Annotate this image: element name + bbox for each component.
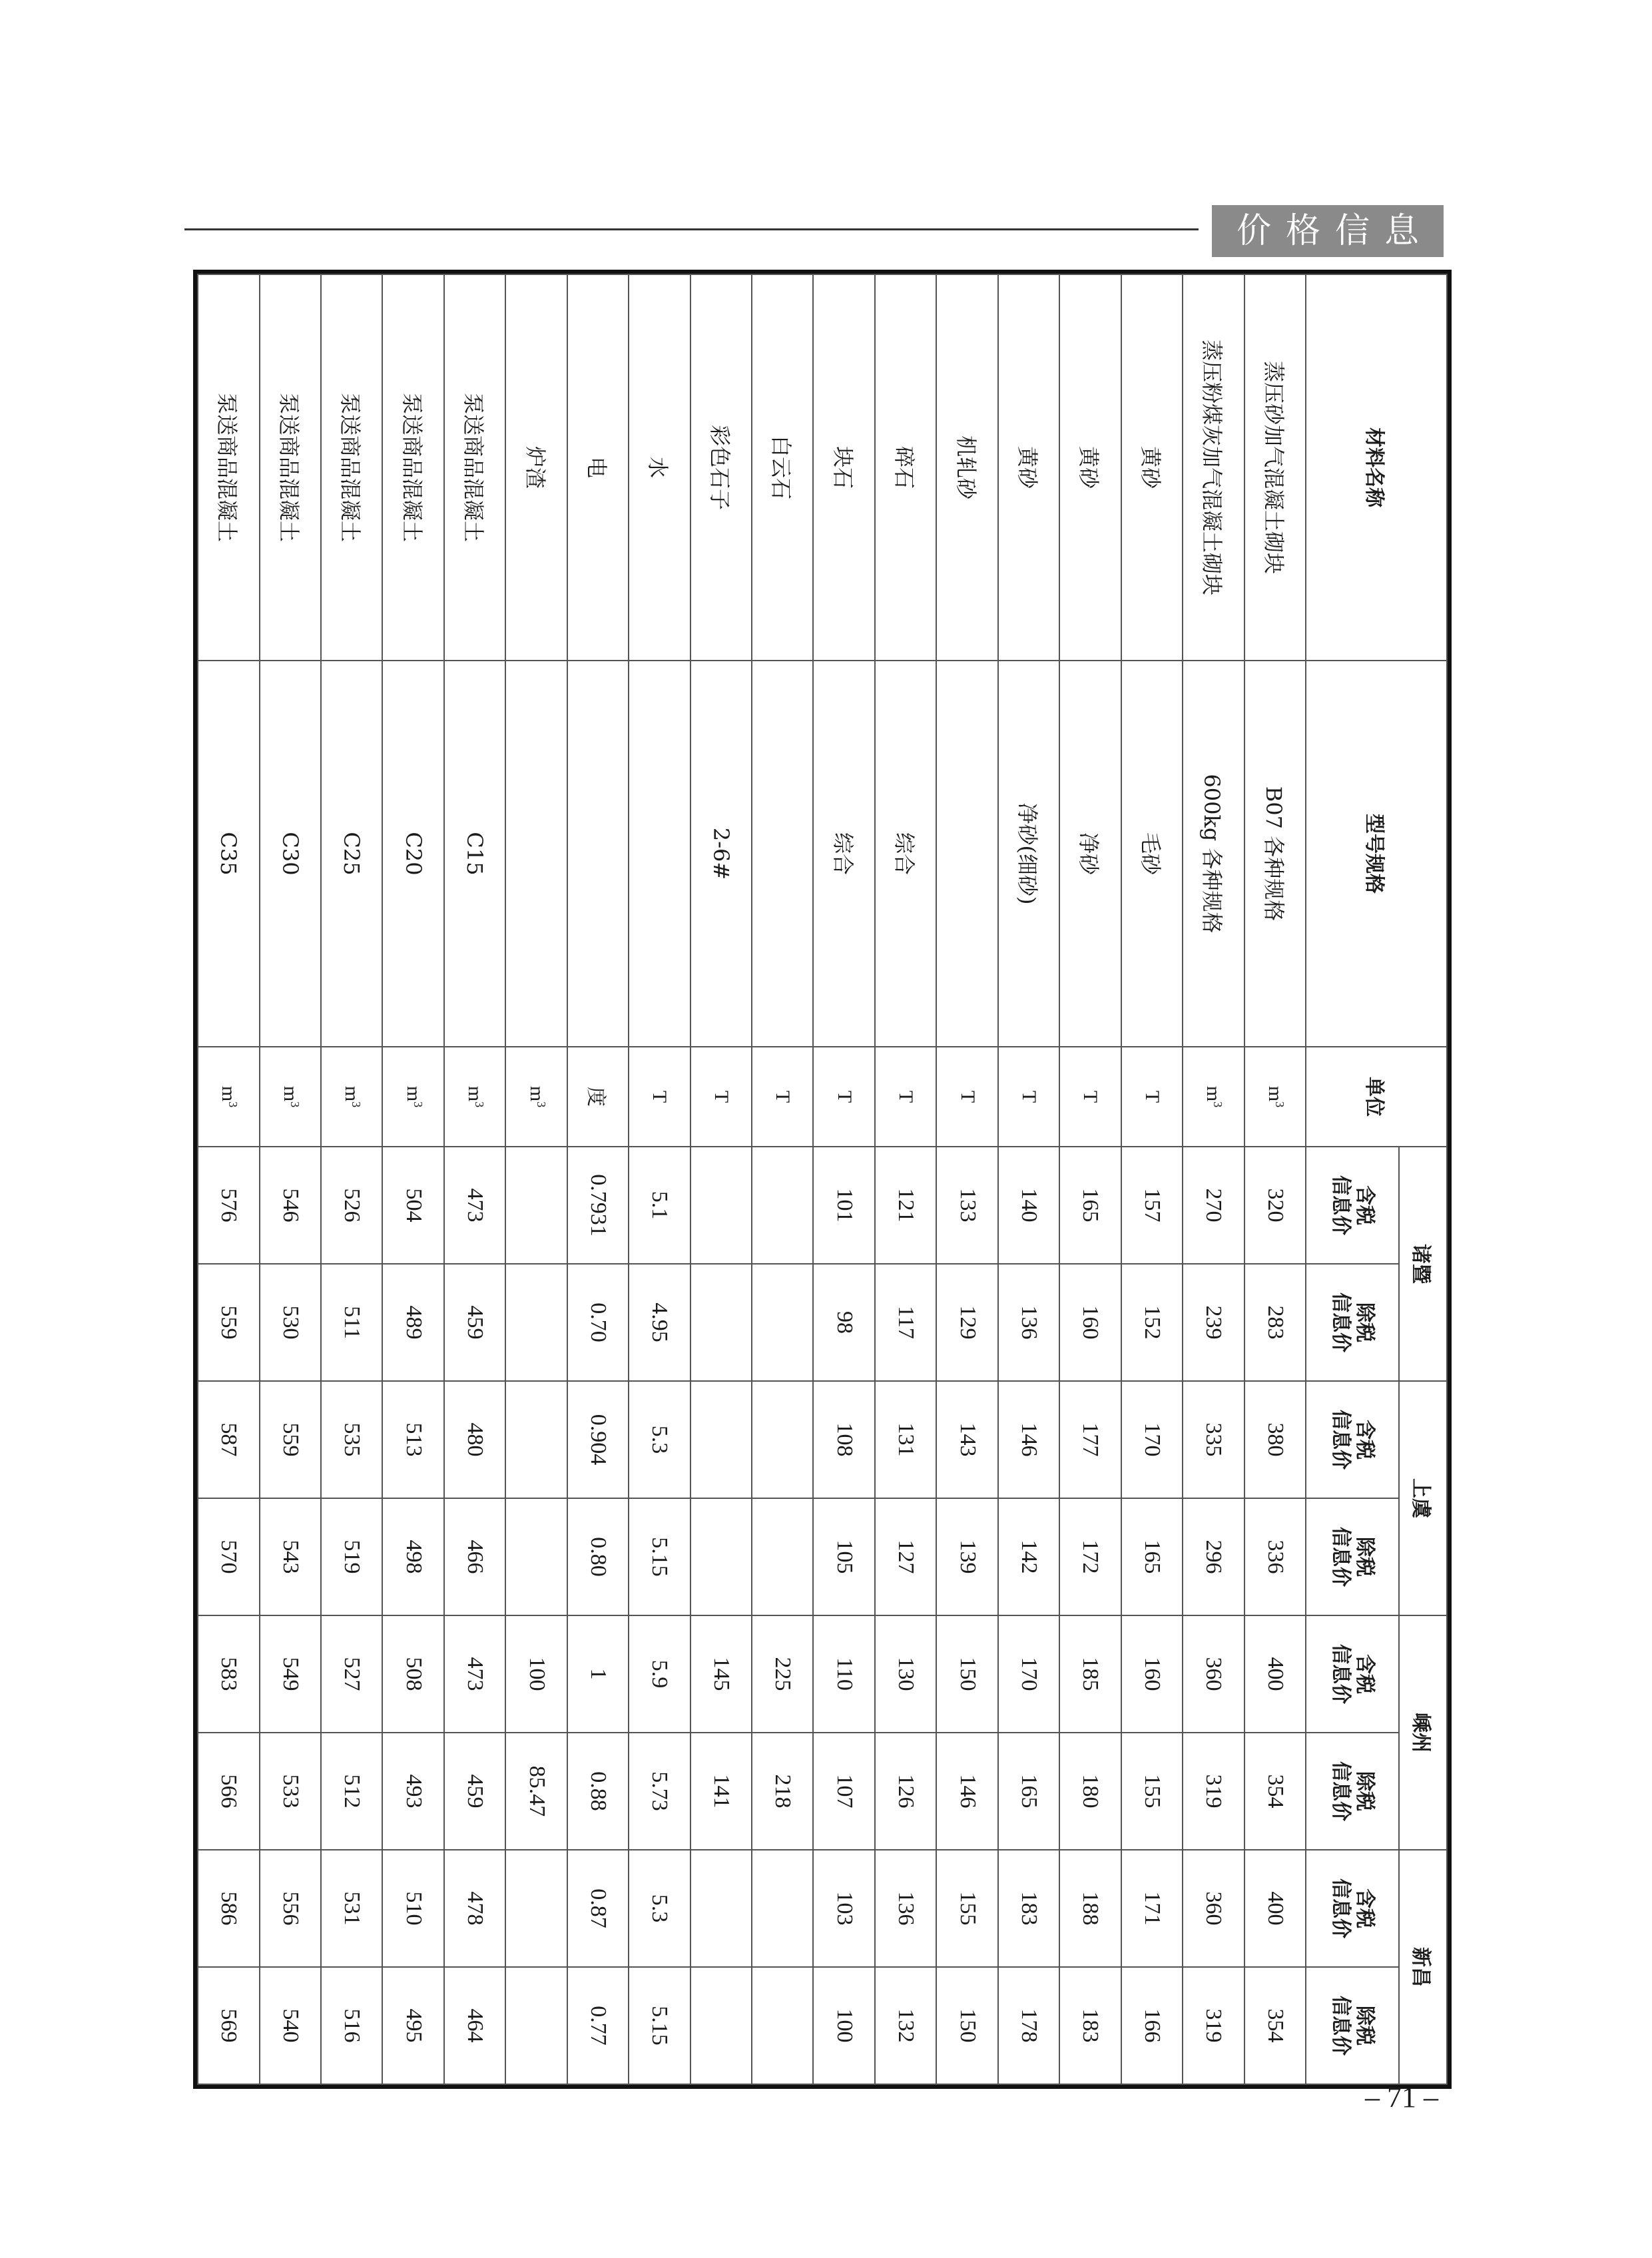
table-row — [629, 274, 690, 2084]
material-name: 机轧砂 — [936, 274, 997, 661]
unit — [1183, 1047, 1244, 1147]
price-incl-tax: 121 — [875, 1147, 936, 1264]
price-excl-tax: 127 — [875, 1498, 936, 1615]
price-incl-tax: 559 — [260, 1381, 321, 1498]
price-incl-tax: 586 — [198, 1850, 260, 1967]
price-excl-tax: 5.15 — [629, 1498, 690, 1615]
price-excl-tax: 218 — [752, 1733, 813, 1850]
material-name: 电 — [567, 274, 629, 661]
price-table-rotated — [197, 274, 1448, 2085]
price-incl-tax: 400 — [1244, 1850, 1306, 1967]
unit — [1244, 1047, 1306, 1147]
price-excl-tax: 519 — [321, 1498, 382, 1615]
spec: 综合 — [814, 661, 875, 1047]
price-incl-tax: 335 — [1183, 1381, 1244, 1498]
spec — [629, 661, 690, 1047]
table-row — [1244, 274, 1306, 2084]
table-row — [690, 274, 752, 2084]
table-row — [382, 274, 443, 2084]
col-header-incl-tax: 含税 信息价 — [1306, 1850, 1399, 1967]
material-name: 炉渣 — [505, 274, 567, 661]
price-excl-tax: 155 — [1121, 1733, 1183, 1850]
spec — [936, 661, 997, 1047]
price-excl-tax: 150 — [936, 1967, 997, 2084]
price-excl-tax: 459 — [444, 1264, 505, 1381]
spec: 综合 — [875, 661, 936, 1047]
price-table-frame — [193, 270, 1452, 2089]
price-excl-tax: 533 — [260, 1733, 321, 1850]
price-incl-tax: 526 — [321, 1147, 382, 1264]
price-excl-tax: 152 — [1121, 1264, 1183, 1381]
material-name: 黄砂 — [1059, 274, 1121, 661]
material-name: 泵送商品混凝土 — [321, 274, 382, 661]
price-excl-tax: 100 — [814, 1967, 875, 2084]
unit — [260, 1047, 321, 1147]
price-excl-tax: 105 — [814, 1498, 875, 1615]
price-excl-tax: 354 — [1244, 1733, 1306, 1850]
price-excl-tax — [690, 1498, 752, 1615]
price-excl-tax: 141 — [690, 1733, 752, 1850]
table-row — [936, 274, 997, 2084]
material-name: 蒸压粉煤灰加气混凝土砌块 — [1183, 274, 1244, 661]
price-incl-tax: 360 — [1183, 1850, 1244, 1967]
material-name: 水 — [629, 274, 690, 661]
price-incl-tax: 400 — [1244, 1615, 1306, 1733]
price-excl-tax: 0.77 — [567, 1967, 629, 2084]
price-excl-tax: 183 — [1059, 1967, 1121, 2084]
table-row — [1121, 274, 1183, 2084]
col-header-excl-tax: 除税 信息价 — [1306, 1264, 1399, 1381]
unit — [321, 1047, 382, 1147]
price-excl-tax: 166 — [1121, 1967, 1183, 2084]
table-row — [260, 274, 321, 2084]
price-excl-tax: 165 — [998, 1733, 1059, 1850]
material-name: 黄砂 — [1121, 274, 1183, 661]
material-name: 块石 — [814, 274, 875, 661]
price-excl-tax: 489 — [382, 1264, 443, 1381]
price-excl-tax: 464 — [444, 1967, 505, 2084]
price-incl-tax: 5.3 — [629, 1381, 690, 1498]
material-name: 白云石 — [752, 274, 813, 661]
price-incl-tax: 478 — [444, 1850, 505, 1967]
price-incl-tax: 535 — [321, 1381, 382, 1498]
price-incl-tax: 157 — [1121, 1147, 1183, 1264]
unit — [814, 1047, 875, 1147]
spec: 净砂 — [1059, 661, 1121, 1047]
price-excl-tax: 98 — [814, 1264, 875, 1381]
price-incl-tax — [505, 1381, 567, 1498]
price-incl-tax: 160 — [1121, 1615, 1183, 1733]
price-incl-tax: 183 — [998, 1850, 1059, 1967]
price-incl-tax: 130 — [875, 1615, 936, 1733]
table-row — [198, 274, 260, 2084]
price-excl-tax: 0.70 — [567, 1264, 629, 1381]
spec: B07 各种规格 — [1244, 661, 1306, 1047]
price-incl-tax: 583 — [198, 1615, 260, 1733]
unit-superscript: 3 — [411, 1101, 425, 1108]
material-name: 泵送商品混凝土 — [382, 274, 443, 661]
price-excl-tax: 511 — [321, 1264, 382, 1381]
price-incl-tax: 480 — [444, 1381, 505, 1498]
unit — [998, 1047, 1059, 1147]
price-excl-tax — [690, 1264, 752, 1381]
unit-superscript: 3 — [226, 1101, 240, 1108]
unit — [444, 1047, 505, 1147]
unit-text: T — [710, 1090, 732, 1103]
price-incl-tax: 504 — [382, 1147, 443, 1264]
unit-superscript: 3 — [1272, 1101, 1286, 1108]
spec: C35 — [198, 661, 260, 1047]
col-header-unit: 单位 — [1306, 1047, 1447, 1147]
price-incl-tax: 101 — [814, 1147, 875, 1264]
price-excl-tax: 165 — [1121, 1498, 1183, 1615]
material-name: 碎石 — [875, 274, 936, 661]
unit-text: m — [525, 1085, 548, 1102]
price-incl-tax: 146 — [998, 1381, 1059, 1498]
price-excl-tax: 0.88 — [567, 1733, 629, 1850]
table-row — [1183, 274, 1244, 2084]
col-header-spec: 型号规格 — [1306, 661, 1447, 1047]
price-excl-tax: 5.73 — [629, 1733, 690, 1850]
price-incl-tax: 140 — [998, 1147, 1059, 1264]
price-incl-tax: 549 — [260, 1615, 321, 1733]
price-excl-tax: 566 — [198, 1733, 260, 1850]
price-excl-tax — [752, 1264, 813, 1381]
price-excl-tax: 146 — [936, 1733, 997, 1850]
unit — [505, 1047, 567, 1147]
price-excl-tax: 117 — [875, 1264, 936, 1381]
price-incl-tax: 0.904 — [567, 1381, 629, 1498]
price-excl-tax: 239 — [1183, 1264, 1244, 1381]
unit — [629, 1047, 690, 1147]
table-row — [444, 274, 505, 2084]
price-incl-tax: 546 — [260, 1147, 321, 1264]
price-incl-tax: 185 — [1059, 1615, 1121, 1733]
price-excl-tax: 5.15 — [629, 1967, 690, 2084]
price-excl-tax: 296 — [1183, 1498, 1244, 1615]
unit-text: m — [1264, 1085, 1286, 1102]
price-excl-tax — [505, 1967, 567, 2084]
price-excl-tax: 319 — [1183, 1733, 1244, 1850]
price-incl-tax: 133 — [936, 1147, 997, 1264]
price-incl-tax: 576 — [198, 1147, 260, 1264]
col-header-excl-tax: 除税 信息价 — [1306, 1498, 1399, 1615]
price-excl-tax: 85.47 — [505, 1733, 567, 1850]
unit-text: m — [402, 1085, 425, 1102]
material-name: 泵送商品混凝土 — [260, 274, 321, 661]
price-excl-tax: 498 — [382, 1498, 443, 1615]
price-excl-tax — [690, 1967, 752, 2084]
price-incl-tax: 155 — [936, 1850, 997, 1967]
section-title: 价格信息 — [1212, 205, 1444, 257]
price-excl-tax: 126 — [875, 1733, 936, 1850]
unit-text: m — [464, 1085, 487, 1102]
unit-text: T — [1018, 1090, 1041, 1103]
material-name: 黄砂 — [998, 274, 1059, 661]
price-incl-tax: 136 — [875, 1850, 936, 1967]
unit-text: m — [279, 1085, 302, 1102]
price-excl-tax: 530 — [260, 1264, 321, 1381]
price-excl-tax — [505, 1498, 567, 1615]
price-excl-tax: 142 — [998, 1498, 1059, 1615]
price-excl-tax — [752, 1967, 813, 2084]
price-incl-tax: 188 — [1059, 1850, 1121, 1967]
price-incl-tax — [505, 1850, 567, 1967]
price-excl-tax: 132 — [875, 1967, 936, 2084]
table-row — [814, 274, 875, 2084]
price-excl-tax: 160 — [1059, 1264, 1121, 1381]
table-row — [567, 274, 629, 2084]
unit — [1121, 1047, 1183, 1147]
unit-text: m — [1203, 1085, 1225, 1102]
unit-text: T — [956, 1090, 979, 1103]
spec: 毛砂 — [1121, 661, 1183, 1047]
price-incl-tax: 527 — [321, 1615, 382, 1733]
price-incl-tax: 143 — [936, 1381, 997, 1498]
spec — [752, 661, 813, 1047]
price-incl-tax: 556 — [260, 1850, 321, 1967]
price-incl-tax — [752, 1147, 813, 1264]
price-incl-tax: 360 — [1183, 1615, 1244, 1733]
unit-text: T — [1079, 1090, 1102, 1103]
price-incl-tax: 0.87 — [567, 1850, 629, 1967]
col-header-region: 上虞 — [1399, 1381, 1447, 1615]
unit-superscript: 3 — [350, 1101, 364, 1108]
unit-superscript: 3 — [1211, 1101, 1225, 1108]
unit — [690, 1047, 752, 1147]
material-name: 泵送商品混凝土 — [198, 274, 260, 661]
price-excl-tax: 516 — [321, 1967, 382, 2084]
price-excl-tax — [505, 1264, 567, 1381]
price-excl-tax: 336 — [1244, 1498, 1306, 1615]
price-incl-tax: 320 — [1244, 1147, 1306, 1264]
price-excl-tax: 493 — [382, 1733, 443, 1850]
unit-text: T — [649, 1090, 671, 1103]
price-excl-tax: 0.80 — [567, 1498, 629, 1615]
price-incl-tax: 131 — [875, 1381, 936, 1498]
price-incl-tax — [752, 1381, 813, 1498]
unit — [875, 1047, 936, 1147]
unit-text: T — [1141, 1090, 1163, 1103]
price-excl-tax: 283 — [1244, 1264, 1306, 1381]
spec — [505, 661, 567, 1047]
unit-text: T — [895, 1090, 918, 1103]
price-incl-tax: 531 — [321, 1850, 382, 1967]
table-row — [875, 274, 936, 2084]
price-incl-tax: 510 — [382, 1850, 443, 1967]
price-incl-tax — [690, 1850, 752, 1967]
price-excl-tax — [752, 1498, 813, 1615]
price-excl-tax: 569 — [198, 1967, 260, 2084]
price-excl-tax: 319 — [1183, 1967, 1244, 2084]
col-header-incl-tax: 含税 信息价 — [1306, 1147, 1399, 1264]
price-incl-tax: 473 — [444, 1147, 505, 1264]
price-excl-tax: 459 — [444, 1733, 505, 1850]
table-row — [998, 274, 1059, 2084]
price-excl-tax: 570 — [198, 1498, 260, 1615]
price-excl-tax: 466 — [444, 1498, 505, 1615]
price-excl-tax: 559 — [198, 1264, 260, 1381]
spec: 净砂(细砂) — [998, 661, 1059, 1047]
unit-text: T — [772, 1090, 794, 1103]
col-header-incl-tax: 含税 信息价 — [1306, 1381, 1399, 1498]
page-number: – 71 – — [1365, 2081, 1438, 2114]
price-excl-tax: 512 — [321, 1733, 382, 1850]
price-incl-tax: 145 — [690, 1615, 752, 1733]
price-incl-tax: 513 — [382, 1381, 443, 1498]
spec: C30 — [260, 661, 321, 1047]
price-excl-tax: 180 — [1059, 1733, 1121, 1850]
price-incl-tax: 380 — [1244, 1381, 1306, 1498]
price-incl-tax: 100 — [505, 1615, 567, 1733]
price-incl-tax: 170 — [998, 1615, 1059, 1733]
material-name: 蒸压砂加气混凝土砌块 — [1244, 274, 1306, 661]
price-excl-tax: 107 — [814, 1733, 875, 1850]
price-excl-tax: 178 — [998, 1967, 1059, 2084]
price-incl-tax: 5.1 — [629, 1147, 690, 1264]
table-row — [505, 274, 567, 2084]
col-header-region: 嵊州 — [1399, 1615, 1447, 1850]
price-incl-tax: 108 — [814, 1381, 875, 1498]
price-excl-tax: 136 — [998, 1264, 1059, 1381]
price-incl-tax: 5.9 — [629, 1615, 690, 1733]
header-rule — [184, 228, 1199, 230]
price-incl-tax: 473 — [444, 1615, 505, 1733]
unit-superscript: 3 — [534, 1101, 548, 1108]
spec: C25 — [321, 661, 382, 1047]
price-excl-tax: 543 — [260, 1498, 321, 1615]
price-incl-tax: 171 — [1121, 1850, 1183, 1967]
price-incl-tax: 225 — [752, 1615, 813, 1733]
price-incl-tax — [690, 1147, 752, 1264]
unit-superscript: 3 — [473, 1101, 487, 1108]
unit — [936, 1047, 997, 1147]
unit-text: T — [833, 1090, 856, 1103]
price-incl-tax: 1 — [567, 1615, 629, 1733]
unit — [1059, 1047, 1121, 1147]
price-excl-tax: 540 — [260, 1967, 321, 2084]
price-incl-tax: 5.3 — [629, 1850, 690, 1967]
price-incl-tax — [690, 1381, 752, 1498]
spec: 2-6# — [690, 661, 752, 1047]
price-incl-tax — [752, 1850, 813, 1967]
unit — [752, 1047, 813, 1147]
price-incl-tax — [505, 1147, 567, 1264]
price-incl-tax: 587 — [198, 1381, 260, 1498]
material-name: 彩色石子 — [690, 274, 752, 661]
spec — [567, 661, 629, 1047]
price-incl-tax: 177 — [1059, 1381, 1121, 1498]
unit-text: 度 — [584, 1087, 607, 1107]
col-header-excl-tax: 除税 信息价 — [1306, 1967, 1399, 2084]
table-row — [1059, 274, 1121, 2084]
unit — [198, 1047, 260, 1147]
unit — [382, 1047, 443, 1147]
price-excl-tax: 139 — [936, 1498, 997, 1615]
spec: 600kg 各种规格 — [1183, 661, 1244, 1047]
col-header-region: 诸暨 — [1399, 1147, 1447, 1381]
col-header-region: 新昌 — [1399, 1850, 1447, 2084]
price-excl-tax: 4.95 — [629, 1264, 690, 1381]
price-excl-tax: 129 — [936, 1264, 997, 1381]
table-row — [752, 274, 813, 2084]
material-name: 泵送商品混凝土 — [444, 274, 505, 661]
price-excl-tax: 354 — [1244, 1967, 1306, 2084]
price-incl-tax: 103 — [814, 1850, 875, 1967]
price-incl-tax: 150 — [936, 1615, 997, 1733]
price-table — [197, 274, 1448, 2085]
unit-text: m — [218, 1085, 240, 1102]
unit-superscript: 3 — [288, 1101, 302, 1108]
price-incl-tax: 165 — [1059, 1147, 1121, 1264]
col-header-excl-tax: 除税 信息价 — [1306, 1733, 1399, 1850]
table-row — [321, 274, 382, 2084]
price-incl-tax: 170 — [1121, 1381, 1183, 1498]
col-header-incl-tax: 含税 信息价 — [1306, 1615, 1399, 1733]
unit-text: m — [341, 1085, 364, 1102]
unit — [567, 1047, 629, 1147]
spec: C20 — [382, 661, 443, 1047]
price-incl-tax: 508 — [382, 1615, 443, 1733]
price-incl-tax: 0.7931 — [567, 1147, 629, 1264]
col-header-material: 材料名称 — [1306, 274, 1447, 661]
price-incl-tax: 270 — [1183, 1147, 1244, 1264]
price-excl-tax: 495 — [382, 1967, 443, 2084]
spec: C15 — [444, 661, 505, 1047]
price-incl-tax: 110 — [814, 1615, 875, 1733]
price-excl-tax: 172 — [1059, 1498, 1121, 1615]
